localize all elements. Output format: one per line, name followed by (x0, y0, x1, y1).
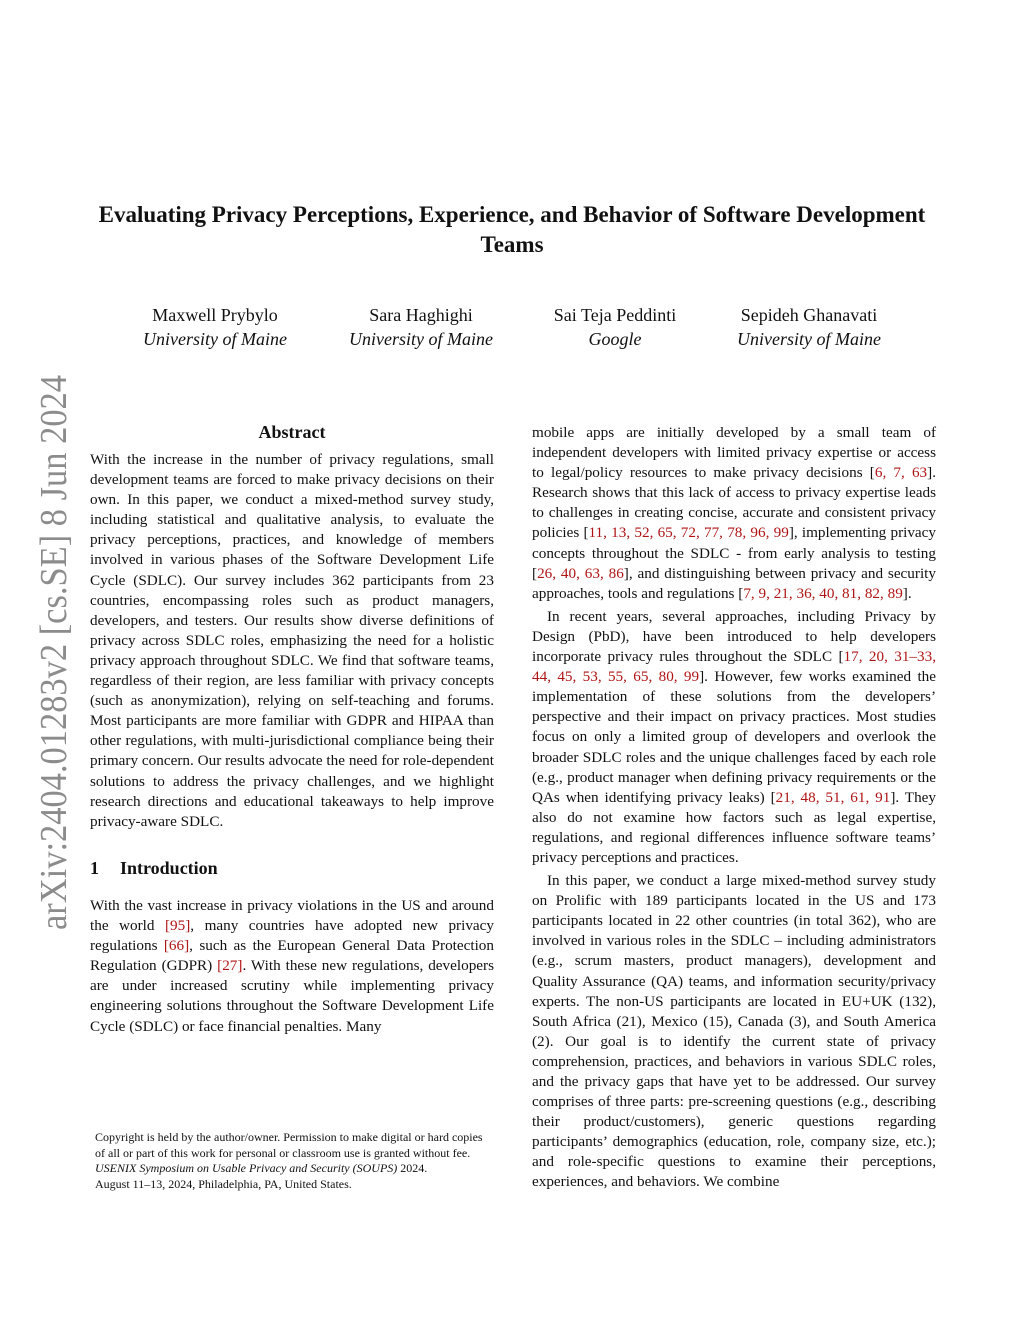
author-affiliation: Google (588, 329, 642, 349)
text-run: ], and distinguishing between privacy and security approaches, tools and regulations [ (532, 564, 936, 602)
author-block (331, 303, 511, 351)
text-run: In recent years, several approaches, including Privacy by Design (PbD), have been introduced to help developers incorporate privacy rules throughout the SDLC [ (532, 607, 936, 666)
citation-link[interactable]: 17, 20, 31–33, 44, 45, 53, 55, 65, 80, 99 (532, 648, 937, 686)
citation-link[interactable]: 7, 9, 21, 36, 40, 81, 82, 89 (743, 584, 903, 602)
right-column (532, 423, 936, 1193)
citation-link[interactable]: 26, 40, 63, 86 (537, 564, 624, 582)
section-heading-introduction (90, 856, 218, 880)
arxiv-stamp (16, 317, 75, 930)
author-affiliation: University of Maine (349, 329, 493, 349)
paragraph (532, 423, 936, 604)
arxiv-id: arXiv:2404.01283v2 [cs.SE] 8 Jun 2024 (33, 317, 75, 930)
author-affiliation: University of Maine (737, 329, 881, 349)
author-name: Sai Teja Peddinti (553, 305, 677, 325)
author-name: Sara Haghighi (369, 305, 473, 325)
citation-link[interactable]: [27] (217, 957, 243, 975)
text-run: mobile apps are initially developed by a small team of independent developers with limited privacy expertise or access to legal/policy resources to make privacy decisions [ (532, 424, 936, 482)
author-affiliation: University of Maine (143, 329, 287, 349)
venue-name: USENIX Symposium on Usable Privacy and Security (SOUPS) (95, 1161, 398, 1175)
abstract-text: With the increase in the number of privacy regulations, small development teams are forced to make privacy decisions on their own. In this paper, we conduct a mixed-method survey study, including statistical and qualitative analysis, to evaluate the privacy perceptions, practices, and knowledge of members involved in various phases of the Software Development Life Cycle (SDLC). Our survey includes 362 participants from 23 countries, encompassing roles such as product managers, developers, and testers. Our results show diverse definitions of privacy across SDLC roles, emphasizing the need for a holistic privacy approach throughout SDLC. We find that software teams, regardless of their region, are less familiar with privacy concepts (such as anonymization), relying on self-teaching and forums. Most participants are more familiar with GDPR and HIPAA than other regulations, with multi-jurisdictional compliance being their primary concern. Our results advocate the need for role-dependent solutions to address the privacy challenges, and we highlight research directions and educational takeaways to help improve privacy-aware SDLC. (90, 451, 494, 830)
citation-link[interactable]: 6, 7, 63 (874, 464, 928, 482)
section-number: 1 (90, 858, 99, 878)
venue-year: 2024. (397, 1161, 428, 1175)
abstract-section (90, 420, 494, 832)
author-name: Maxwell Prybylo (152, 305, 278, 325)
text-run: ]. They also do not examine how factors such as legal expertise, regulations, and regional differences influence software teams’ privacy perceptions and practices. (532, 788, 936, 866)
introduction-paragraph (90, 896, 494, 1037)
author-name: Sepideh Ghanavati (740, 305, 878, 325)
paper-title: Evaluating Privacy Perceptions, Experience, and Behavior of Software Development Teams (98, 202, 926, 257)
copyright-text: Copyright is held by the author/owner. Permission to make digital or hard copies of all or part of this work for personal or classroom use is granted without fee. (95, 1130, 483, 1160)
copyright-footnote (95, 1130, 495, 1192)
text-run: , such as the European General Data Protection Regulation (GDPR) (90, 937, 494, 975)
citation-link[interactable]: [66] (163, 937, 190, 955)
text-run: ]. Research shows that this lack of access to privacy expertise leads to challenges in creating concise, accurate and consistent privacy policies [ (532, 464, 937, 542)
text-run: ]. (902, 584, 912, 602)
citation-link[interactable]: [95] (164, 917, 191, 935)
author-block (530, 303, 700, 351)
text-run: ]. However, few works examined the implementation of these solutions from the developers’ perspective and their impact on privacy practices. Most studies focus on only a limited group of developers and overlook the broader SDLC roles and the unique challenges faced by each role (e.g., product manager when defining privacy requirements or the QAs when identifying privacy leaks) [ (532, 668, 937, 806)
text-run: ], implementing privacy concepts throughout the SDLC - from early analysis to testing [ (532, 524, 937, 582)
text-run: . With these new regulations, developers are under increased scrutiny while implementing privacy engineering solutions throughout the Software Development Life Cycle (SDLC) or face financial penalties. Many (90, 957, 495, 1035)
arxiv-stamp-svg (16, 317, 75, 930)
author-block (720, 303, 898, 351)
citation-link[interactable]: 21, 48, 51, 61, 91 (775, 788, 891, 806)
text-run: With the vast increase in privacy violations in the US and around the world (90, 897, 494, 935)
venue-dates: August 11–13, 2024, Philadelphia, PA, United States. (95, 1176, 352, 1191)
citation-link[interactable]: 11, 13, 52, 65, 72, 77, 78, 96, 99 (588, 524, 789, 542)
author-block (125, 303, 305, 351)
section-title: Introduction (120, 858, 218, 878)
venue-line (95, 1161, 495, 1177)
paragraph (532, 607, 936, 868)
text-run: , many countries have adopted new privacy regulations (90, 917, 494, 955)
author-list (0, 303, 1024, 353)
paragraph: In this paper, we conduct a large mixed-method survey study on Prolific with 189 participants located in the US and 173 participants located in 22 other countries (in total 362), who are involved in various roles in the SDLC – including administrators (e.g., scrum masters, product managers), development and Quality Assurance (QA) teams, and information security/privacy experts. The non-US participants are located in EU+UK (132), South Africa (21), Mexico (15), Canada (3), and South America (2). Our goal is to identify the current state of privacy comprehension, practices, and behaviors in various SDLC roles, and the privacy gaps that have yet to be addressed. Our survey comprises of three parts: pre-screening questions (e.g., describing their product/customers), generic questions regarding participants’ demographics (education, role, company size, etc.); and role-specific questions to examine their perceptions, experiences, and behaviors. We combine (532, 872, 936, 1191)
abstract-heading: Abstract (258, 422, 326, 442)
